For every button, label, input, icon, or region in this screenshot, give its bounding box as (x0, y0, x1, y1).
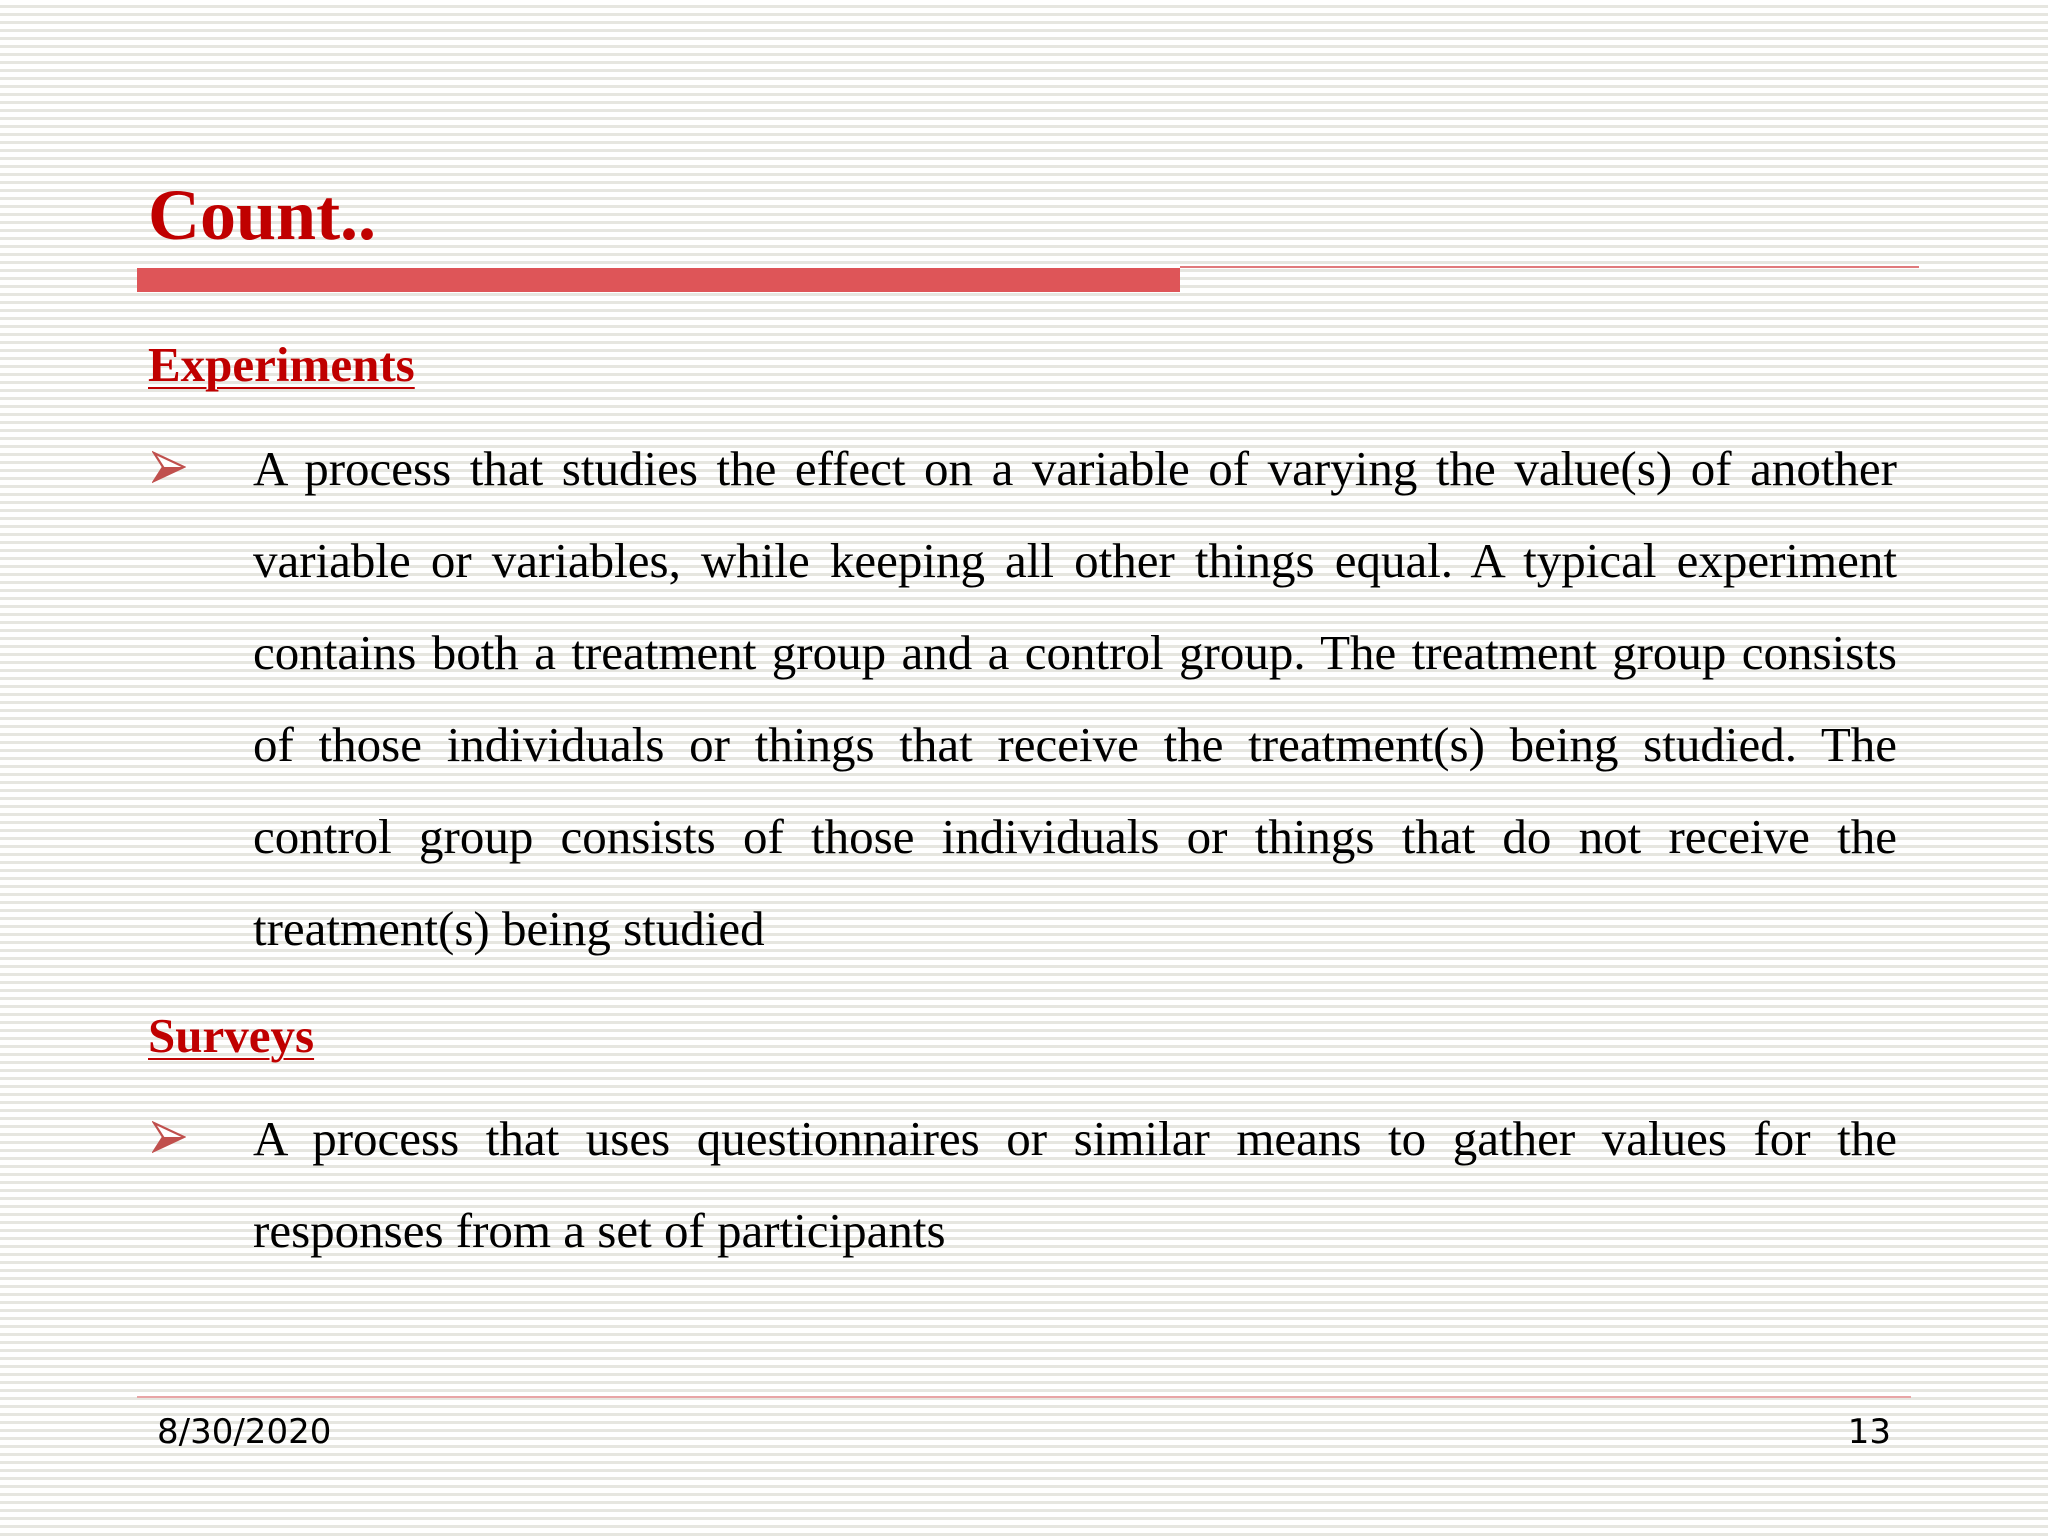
page-number: 13 (1847, 1412, 1891, 1452)
section-heading-experiments: Experiments (148, 337, 415, 392)
footer-divider (137, 1396, 1911, 1398)
slide-title: Count.. (148, 175, 377, 255)
title-underline-rule (1180, 266, 1919, 268)
arrow-bullet-icon (152, 450, 186, 484)
surveys-description: A process that uses questionnaires or similar means to gather values for the responses from a set of participants (253, 1111, 1897, 1258)
arrow-bullet-icon (152, 1120, 186, 1154)
experiments-description: A process that studies the effect on a variable of varying the value(s) of another variable or variables, while keeping all other things equal. A typical experiment contains both a treatment group and a control group. The treatment group consists of those individuals or things that receive the treatment(s) being studied. The control group consists of those individuals or things that do not receive the treatment(s) being studied (253, 441, 1897, 956)
footer-date: 8/30/2020 (157, 1412, 332, 1452)
title-underline-bar (137, 268, 1180, 292)
section-heading-surveys: Surveys (148, 1008, 315, 1063)
